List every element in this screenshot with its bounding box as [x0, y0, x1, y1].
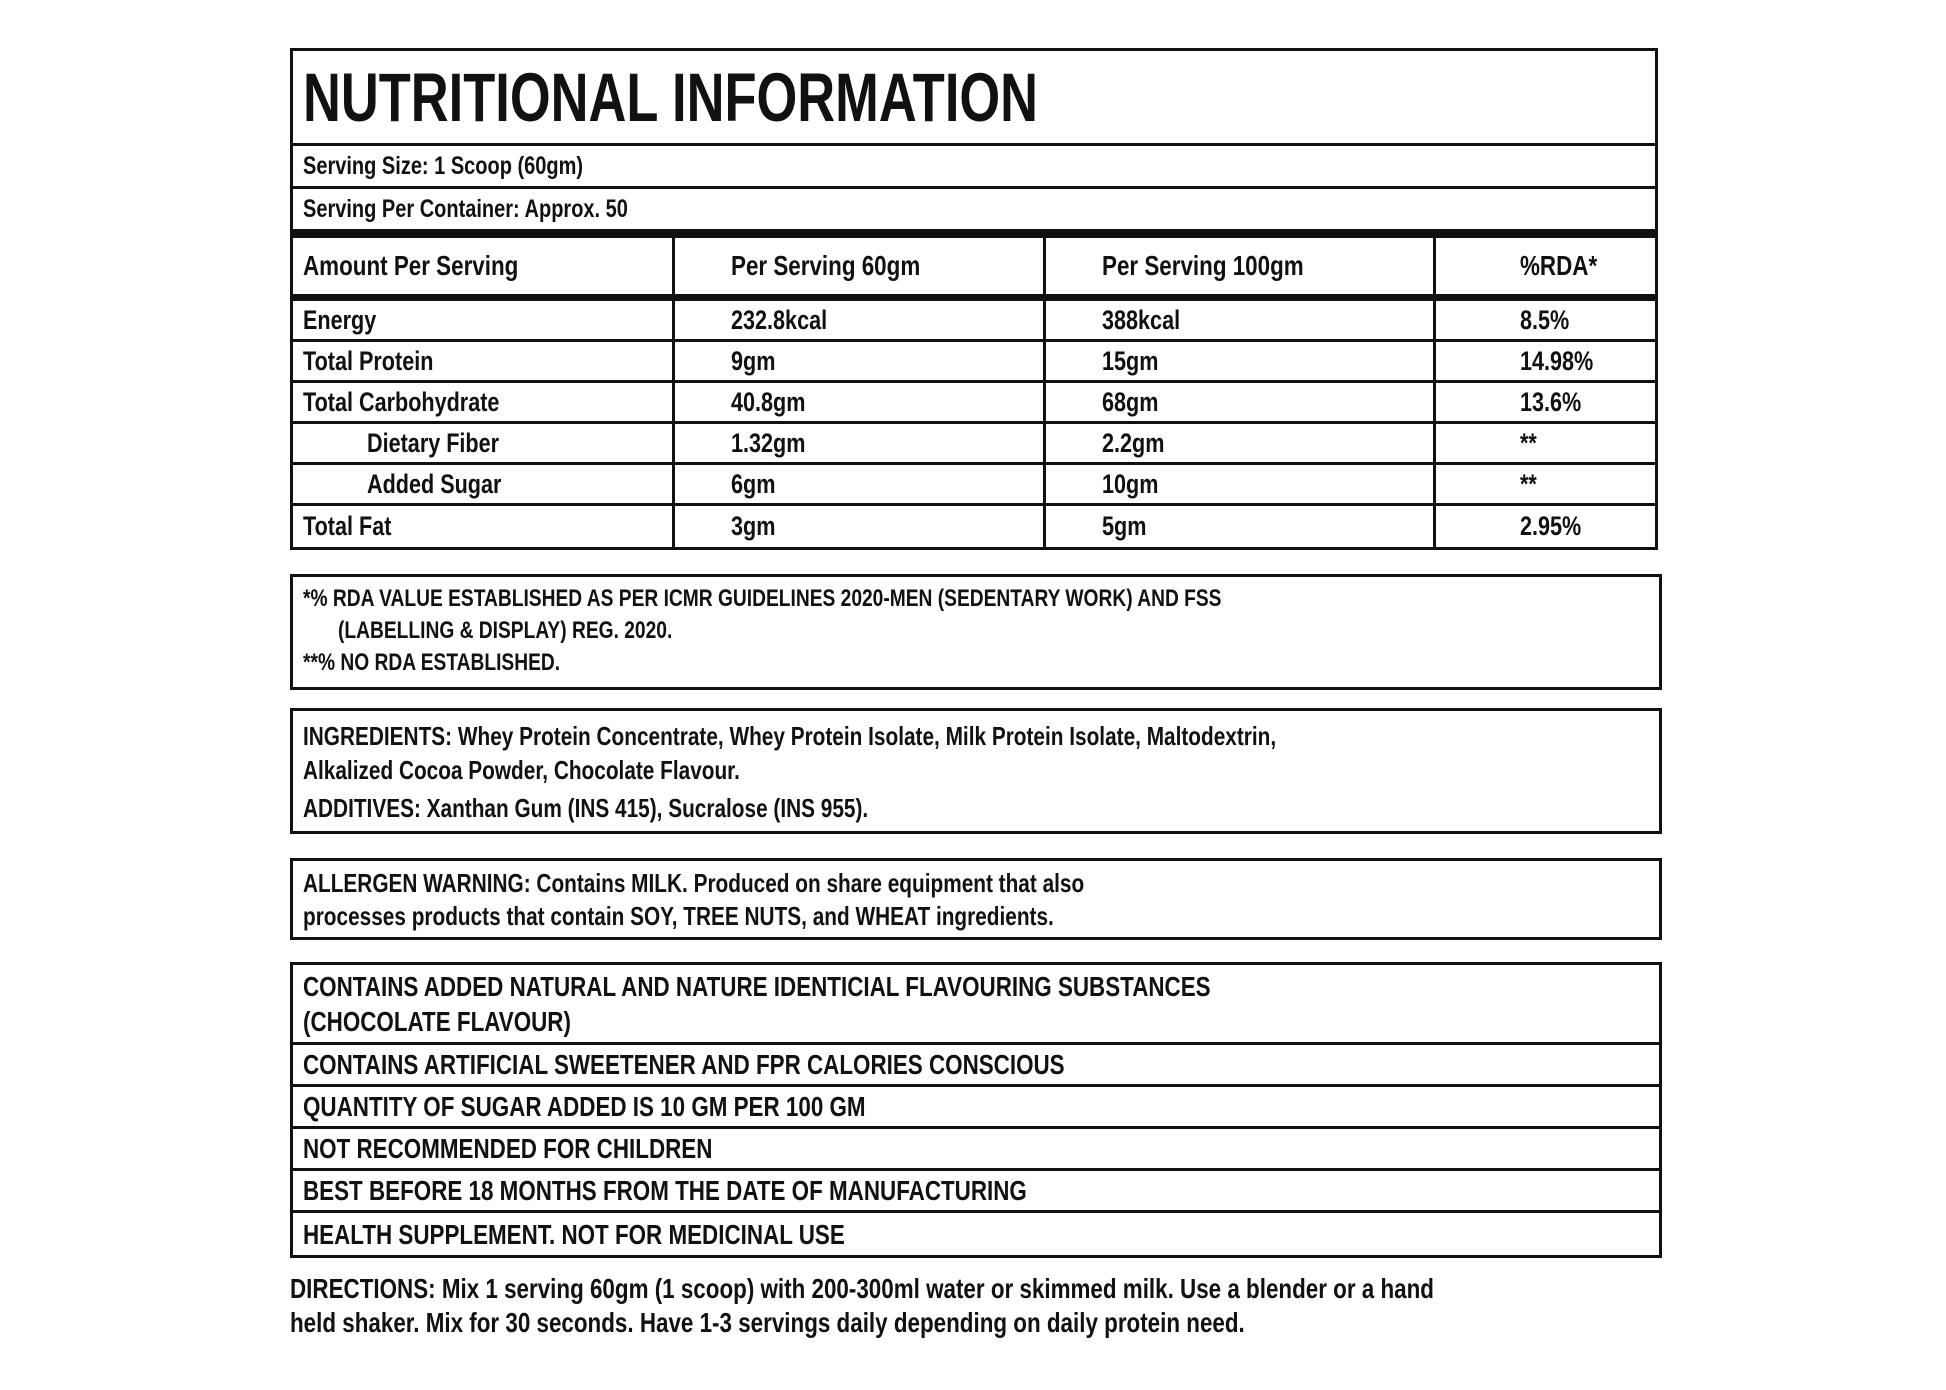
table-header	[293, 238, 1655, 301]
table-cell: 1.32gm	[675, 424, 1046, 465]
claim-row	[293, 965, 1659, 1045]
table-cell: 2.95%	[1520, 511, 1582, 541]
table-body	[293, 301, 1655, 547]
table-cell: 5gm	[1046, 506, 1436, 547]
directions-label: DIRECTIONS:	[290, 1273, 436, 1304]
claim-text: CONTAINS ARTIFICIAL SWEETENER AND FPR CALORIES CONSCIOUS	[303, 1049, 1065, 1080]
table-row-name: Total Carbohydrate	[293, 383, 675, 424]
header-cell: Amount Per Serving	[293, 238, 675, 301]
ingredients-text: Whey Protein Concentrate, Whey Protein Isolate, Milk Protein Isolate, Maltodextrin,	[452, 721, 1277, 751]
directions-text: held shaker. Mix for 30 seconds. Have 1-3 servings daily depending on daily protein need.	[290, 1307, 1245, 1338]
claim-row	[293, 1171, 1659, 1213]
rda-note-line: **% NO RDA ESTABLISHED.	[303, 649, 561, 676]
allergen-label: ALLERGEN WARNING:	[303, 868, 531, 898]
servings-per-container: Serving Per Container: Approx. 50	[303, 194, 628, 223]
table-cell: 3gm	[675, 506, 1046, 547]
header-cell: %RDA*	[1436, 238, 1655, 301]
table-cell: 68gm	[1046, 383, 1436, 424]
table-cell: 6gm	[675, 465, 1046, 506]
page-title: NUTRITIONAL INFORMATION	[303, 58, 1039, 136]
rda-note-box	[290, 574, 1662, 690]
claim-text: BEST BEFORE 18 MONTHS FROM THE DATE OF MANUFACTURING	[303, 1175, 1027, 1206]
nutrition-table	[290, 48, 1658, 550]
ingredients-label: INGREDIENTS:	[303, 721, 453, 751]
claim-row	[293, 1087, 1659, 1129]
additives-label: ADDITIVES:	[303, 793, 421, 823]
table-cell: **	[1436, 424, 1655, 465]
claim-row	[293, 1129, 1659, 1171]
table-cell: 232.8kcal	[675, 301, 1046, 342]
table-row-name: Total Protein	[293, 342, 675, 383]
claim-text: NOT RECOMMENDED FOR CHILDREN	[303, 1133, 713, 1164]
claims-box	[290, 962, 1662, 1258]
allergen-text: Contains MILK. Produced on share equipment that also	[530, 868, 1085, 898]
table-cell: 9gm	[675, 342, 1046, 383]
nutrition-title-row	[293, 51, 1655, 146]
claim-row	[293, 1213, 1659, 1255]
table-row-name: Energy	[293, 301, 675, 342]
claim-text: QUANTITY OF SUGAR ADDED IS 10 GM PER 100 GM	[303, 1091, 866, 1122]
serving-size-row	[293, 146, 1655, 189]
table-row-name: Added Sugar	[293, 465, 675, 506]
table-cell: 2.2gm	[1046, 424, 1436, 465]
table-cell: **	[1436, 465, 1655, 506]
allergen-text: processes products that contain SOY, TREE NUTS, and WHEAT ingredients.	[303, 901, 1054, 931]
header-cell: Per Serving 100gm	[1046, 238, 1436, 301]
table-cell: 15gm	[1046, 342, 1436, 383]
ingredients-box	[290, 708, 1662, 834]
allergen-box	[290, 858, 1662, 940]
table-cell: 14.98%	[1436, 342, 1655, 383]
serving-size: Serving Size: 1 Scoop (60gm)	[303, 151, 584, 180]
rda-note-line: *% RDA VALUE ESTABLISHED AS PER ICMR GUIDELINES 2020-MEN (SEDENTARY WORK) AND FSS	[303, 585, 1222, 612]
claim-text: CONTAINS ADDED NATURAL AND NATURE IDENTICIAL FLAVOURING SUBSTANCES	[303, 970, 1211, 1002]
directions-text: Mix 1 serving 60gm (1 scoop) with 200-300ml water or skimmed milk. Use a blender or a hand	[435, 1273, 1434, 1304]
rda-note-line: (LABELLING & DISPLAY) REG. 2020.	[338, 617, 673, 644]
table-row-name: Dietary Fiber	[293, 424, 675, 465]
additives-text: Xanthan Gum (INS 415), Sucralose (INS 955).	[420, 793, 869, 823]
table-cell: 8.5%	[1436, 301, 1655, 342]
claim-text: (CHOCOLATE FLAVOUR)	[303, 1005, 571, 1037]
header-cell: Per Serving 60gm	[675, 238, 1046, 301]
table-cell: 40.8gm	[675, 383, 1046, 424]
claim-text: HEALTH SUPPLEMENT. NOT FOR MEDICINAL USE	[303, 1218, 845, 1250]
table-cell: 388kcal	[1046, 301, 1436, 342]
table-cell: 13.6%	[1436, 383, 1655, 424]
table-row-name: Total Fat	[293, 506, 675, 547]
claim-row	[293, 1045, 1659, 1087]
ingredients-text: Alkalized Cocoa Powder, Chocolate Flavour.	[303, 755, 740, 785]
directions	[290, 1272, 1690, 1340]
table-cell: 10gm	[1046, 465, 1436, 506]
servings-per-container-row	[293, 189, 1655, 238]
